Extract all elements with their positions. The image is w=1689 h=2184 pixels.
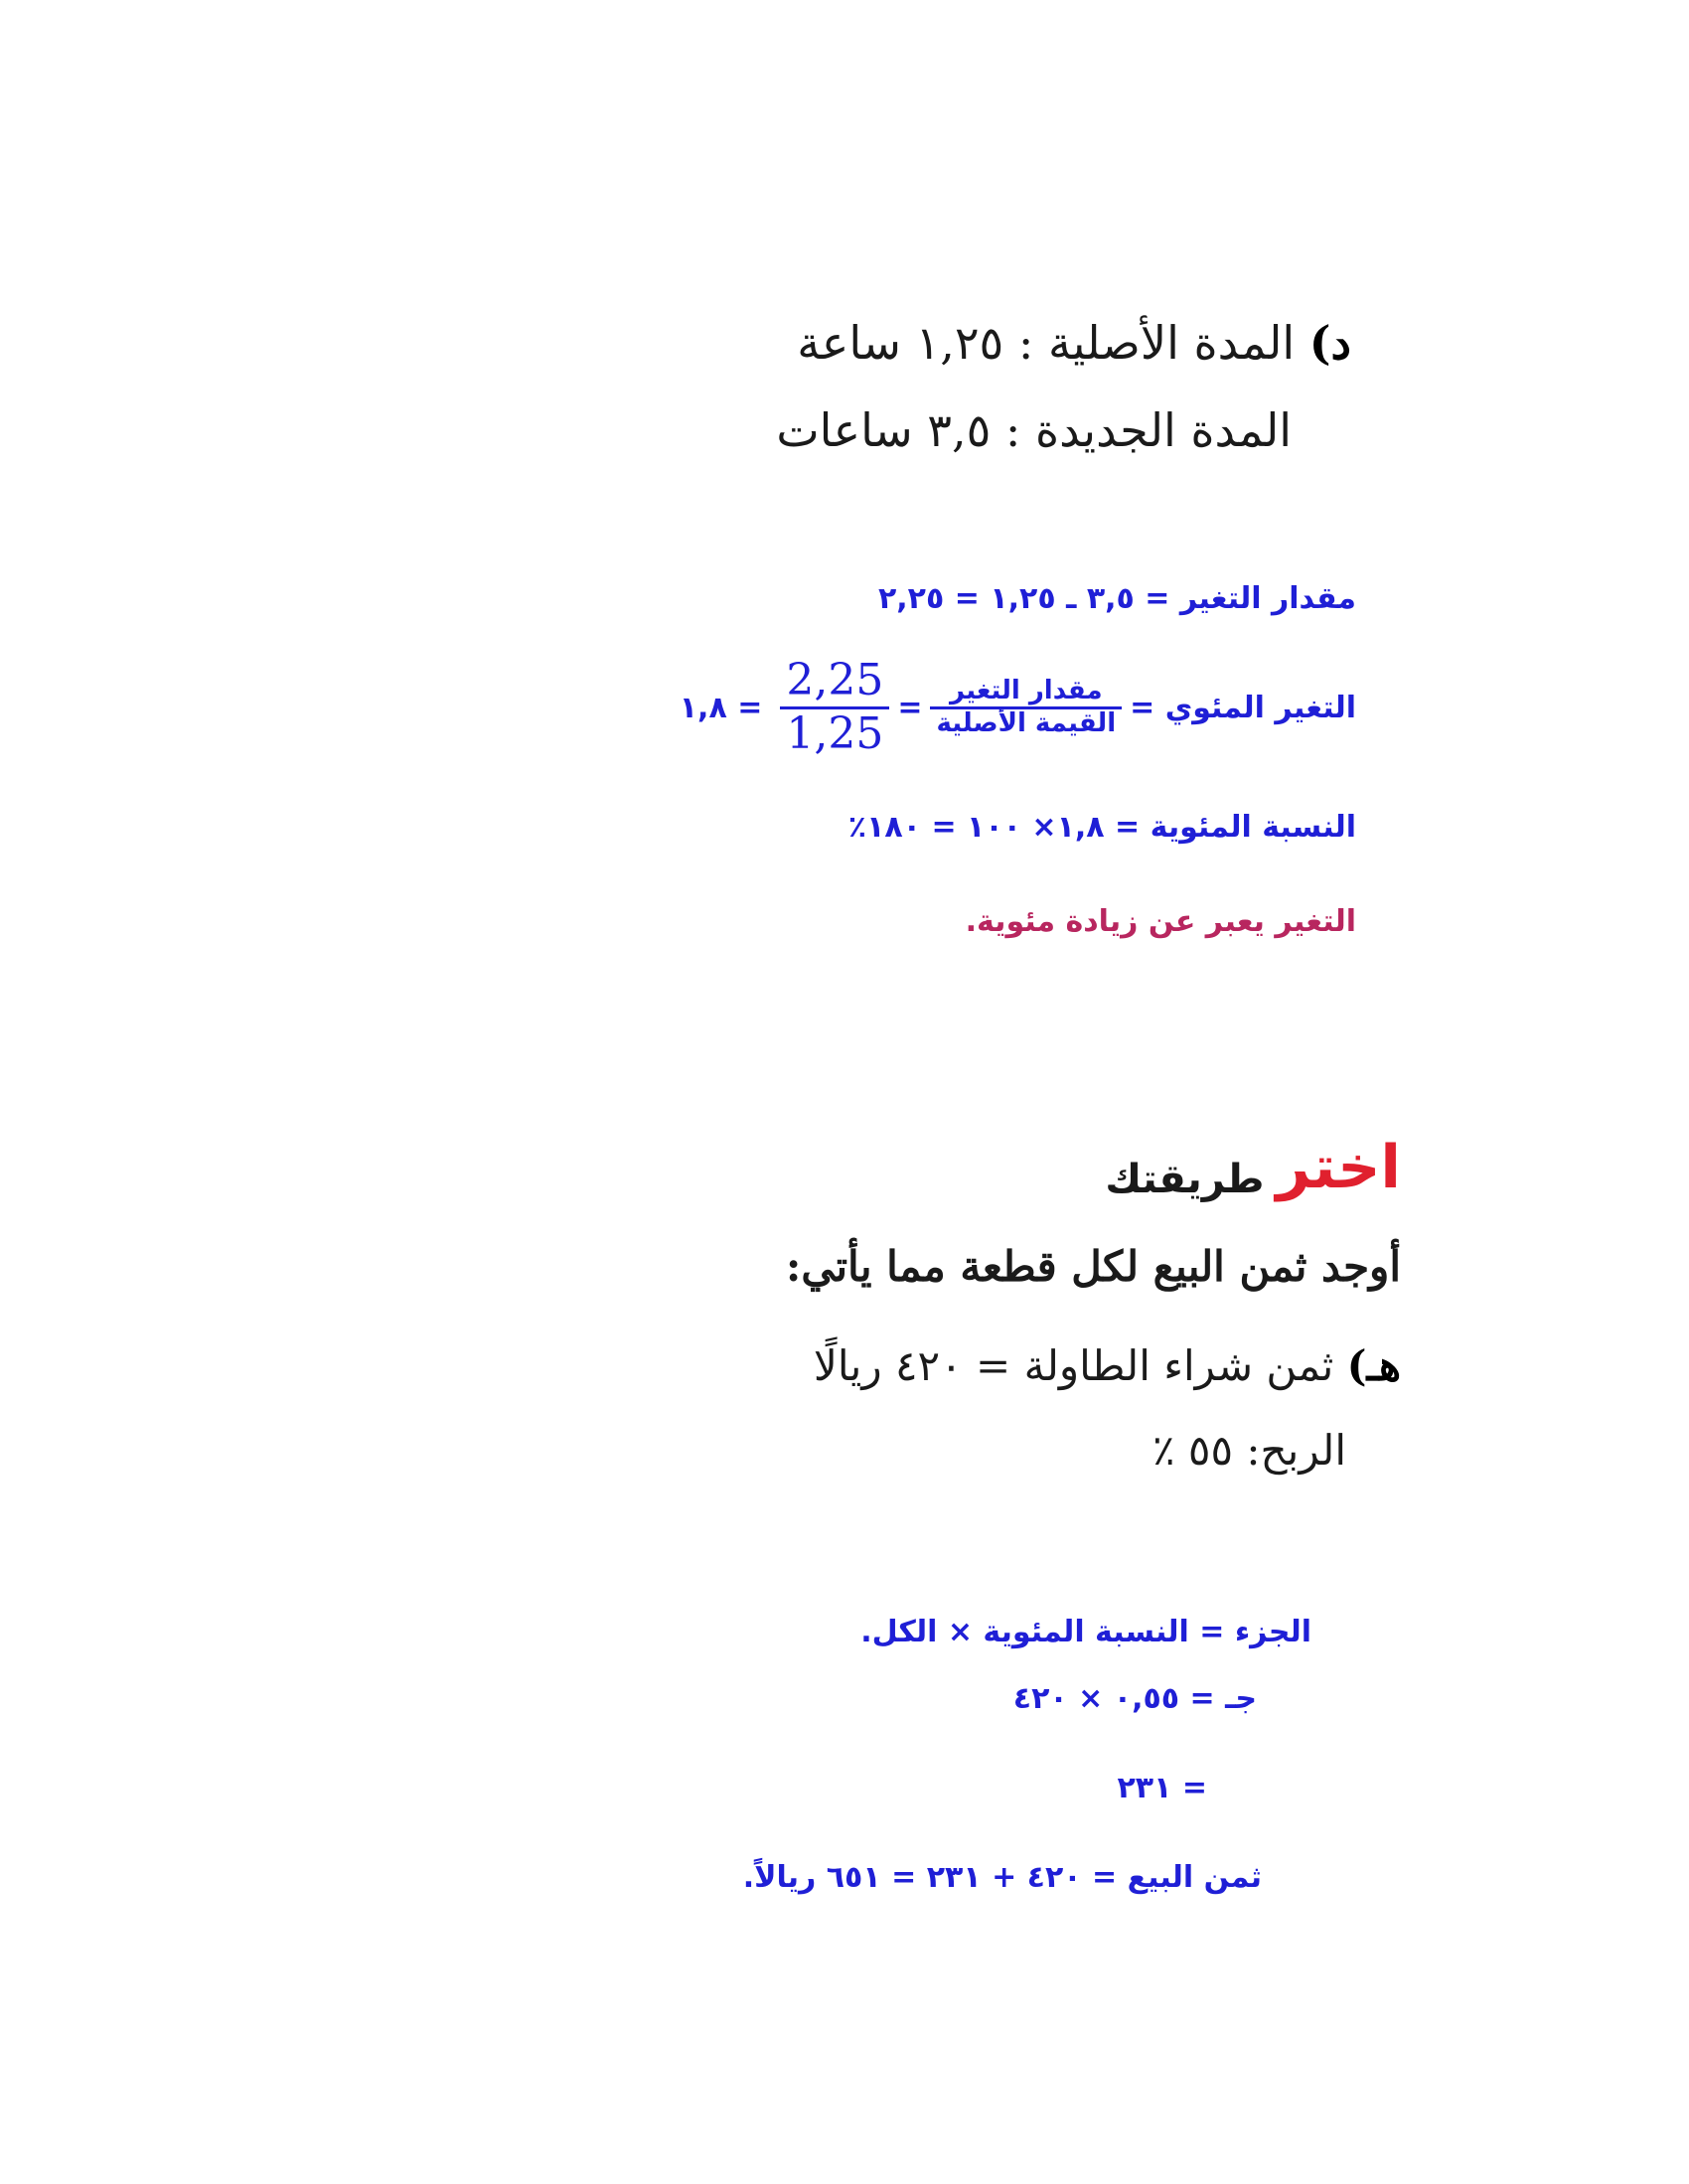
conclusion-line: التغير يعبر عن زيادة مئوية.	[965, 904, 1356, 939]
percent-change-line	[680, 656, 1356, 759]
ratio-result: = ١,٨	[679, 690, 763, 725]
sale-price-text: ثمن البيع = ٤٢٠ + ٢٣١ = ٦٥١ ريالاً.	[742, 1860, 1262, 1895]
fraction-numerator-value: 2,25	[780, 656, 889, 709]
choose-method-heading	[1105, 1133, 1401, 1202]
change-ratio-fraction	[930, 677, 1122, 739]
formula-line: الجزء = النسبة المئوية × الكل.	[860, 1615, 1311, 1649]
method-word: طريقتك	[1105, 1157, 1265, 1202]
part-d-label: د)	[1308, 316, 1351, 370]
percent-change-label: التغير المئوي =	[1130, 690, 1356, 725]
fraction-denominator-value: 1,25	[786, 707, 884, 759]
sale-price-line	[743, 1860, 1262, 1895]
part-d-original-duration	[797, 316, 1351, 370]
equals-sign: =	[897, 690, 923, 725]
fraction-denominator-text: القيمة الأصلية	[936, 707, 1117, 738]
choose-word: اختر	[1276, 1133, 1401, 1202]
part-e-label: هـ)	[1346, 1341, 1401, 1390]
fraction-numerator-text: مقدار التغير	[930, 677, 1122, 709]
part-e-price	[814, 1341, 1401, 1390]
change-amount-line: مقدار التغير = ٣,٥ ـ ١,٢٥ = ٢,٢٥	[877, 581, 1356, 616]
percentage-line: النسبة المئوية = ١,٨× ١٠٠ = ١٨٠٪	[847, 810, 1356, 845]
step1-line: جـ = ٠,٥٥ × ٤٢٠	[1012, 1681, 1257, 1716]
part-e-profit: الربح: ٥٥ ٪	[1152, 1426, 1346, 1475]
step2-line: = ٢٣١	[1117, 1771, 1207, 1805]
numeric-fraction	[780, 656, 889, 759]
part-d-new-duration: المدة الجديدة : ٣,٥ ساعات	[776, 403, 1292, 457]
purchase-price-text: ثمن شراء الطاولة = ٤٢٠ ريالًا	[813, 1341, 1334, 1390]
original-duration-text: المدة الأصلية : ١,٢٥ ساعة	[797, 316, 1296, 370]
part-e-instruction: أوجد ثمن البيع لكل قطعة مما يأتي:	[785, 1242, 1401, 1291]
